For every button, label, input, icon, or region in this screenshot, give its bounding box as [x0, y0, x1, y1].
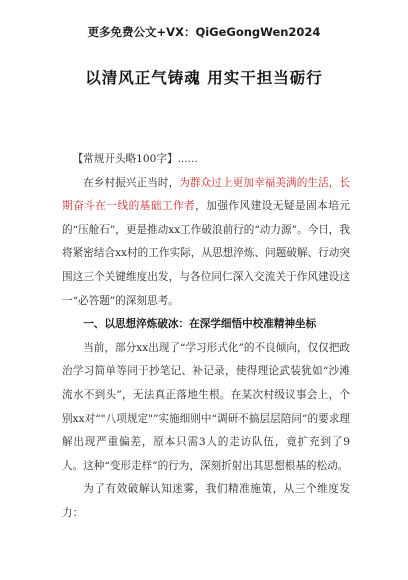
paragraph-3: 为了有效破解认知迷雾，我们精准施策，从三个维度发力： — [62, 483, 350, 519]
intro-text-rest: ，加强作风建设无疑是固本培元的“压舱石”，更是推动xx工作破浪前行的“动力源”。今日，我将紧密结合xx村的工作实际，从思想淬炼、问题破解、行动突围这三个关键维度出发，与各位同仁深入交流关于作风建设这一“必答题”的深刻思考。 — [62, 200, 351, 307]
intro-text-start: 在乡村振兴正当时， — [83, 176, 180, 189]
paragraph-2: 当前，部分xx出现了“学习形式化”的不良倾向，仅仅把政治学习简单等同于抄笔记、补记录，使得理论武装犹如“沙滩流水不到头”，无法真正落地生根。在某次村级议事会上，个别xx对“"八项规定"”实施细则中“调研不搞层层陪同”的要求理解出现严重偏差，原本只需3人的走访队伍，竟扩充到了9人。这种“变形走样”的行为，深刻折射出其思想根基的松动。 — [62, 341, 350, 472]
section-heading-1: 一、以思想淬炼破冰：在深学细悟中校准精神坐标 — [83, 318, 317, 331]
document-title: 以清风正气铸魂 用实干担当砺行 — [85, 69, 323, 87]
intro-highlight-text: 为群众过上更加幸福美满的生活，长期奋斗在一线的基础工作者 — [62, 176, 351, 213]
lead-placeholder: 【常规开头略100字】...... — [72, 153, 198, 165]
paragraph-intro — [62, 172, 350, 314]
document-body — [62, 148, 350, 526]
watermark-text: 更多免费公文+VX：QiGeGongWen2024 — [87, 25, 321, 39]
